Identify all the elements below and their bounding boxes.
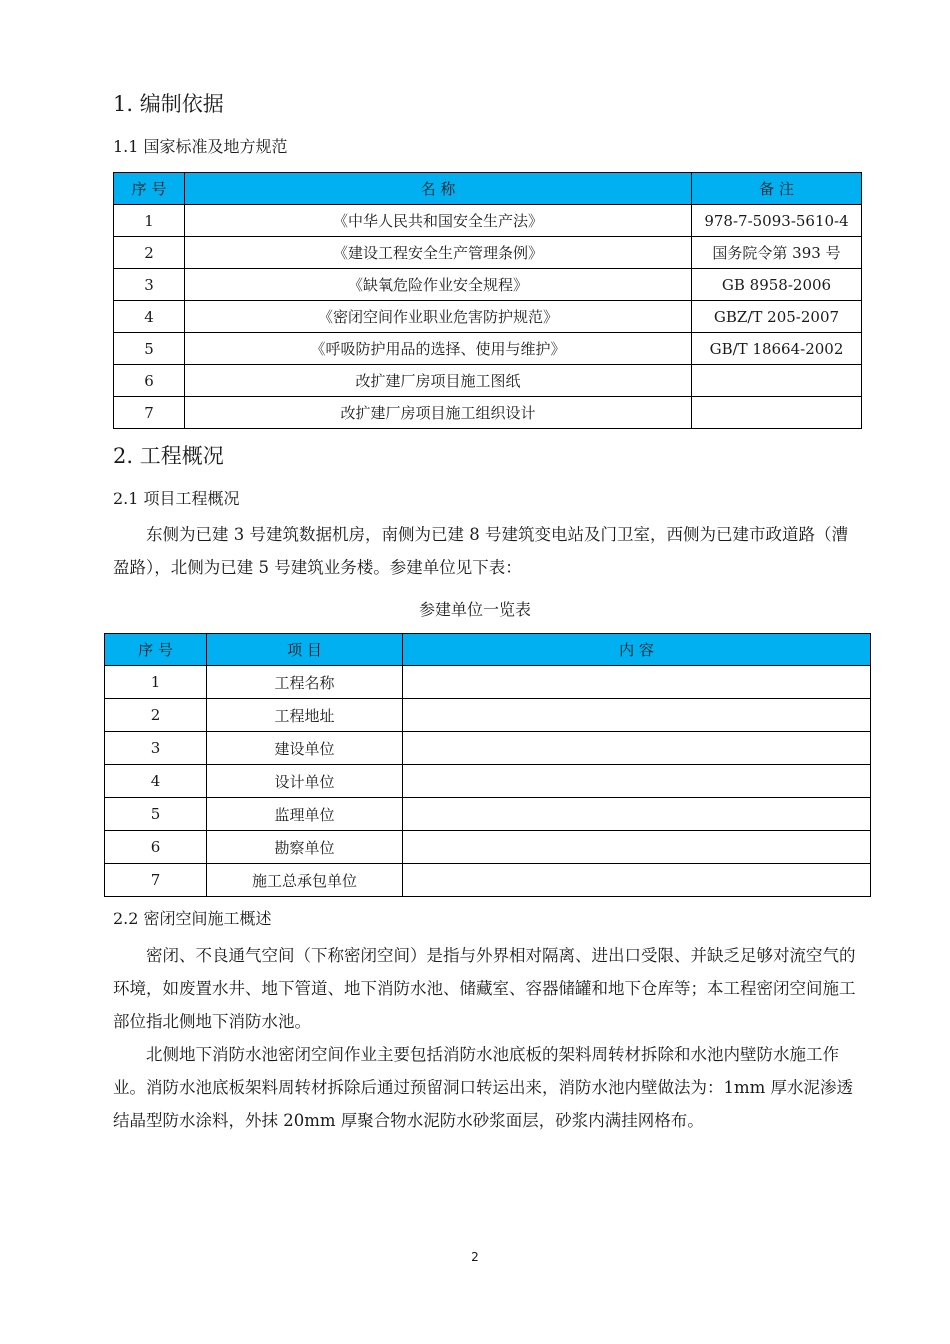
- table-row: [105, 765, 871, 798]
- table-cell: [403, 798, 871, 831]
- table-cell: 国务院令第 393 号: [692, 237, 862, 269]
- table-cell: 《呼吸防护用品的选择、使用与维护》: [185, 333, 692, 365]
- table-cell: 建设单位: [207, 732, 403, 765]
- table-cell: 4: [114, 301, 185, 333]
- table-cell: 4: [105, 765, 207, 798]
- table-header-cell: 序 号: [105, 634, 207, 666]
- section-1-1-heading: 1.1 国家标准及地方规范: [113, 137, 288, 156]
- table-header-cell: 备 注: [692, 173, 862, 205]
- table-cell: 6: [114, 365, 185, 397]
- table-cell: [403, 666, 871, 699]
- table-cell: 改扩建厂房项目施工图纸: [185, 365, 692, 397]
- table-row: [105, 732, 871, 765]
- table-cell: [403, 699, 871, 732]
- table-cell: 设计单位: [207, 765, 403, 798]
- table-header-cell: 项 目: [207, 634, 403, 666]
- table-cell: 7: [105, 864, 207, 897]
- section-2-2-heading: 2.2 密闭空间施工概述: [113, 909, 272, 928]
- table-cell: [403, 831, 871, 864]
- table-cell: 978-7-5093-5610-4: [692, 205, 862, 237]
- standards-table: [113, 172, 862, 429]
- table-row: [114, 301, 862, 333]
- table-cell: [692, 397, 862, 429]
- confined-space-text-2: 北侧地下消防水池密闭空间作业主要包括消防水池底板的架料周转材拆除和水池内壁防水施工作业。消防水池底板架料周转材拆除后通过预留洞口转运出来，消防水池内壁做法为：1mm 厚水泥渗透结晶型防水涂料，外抹 20mm 厚聚合物水泥防水砂浆面层，砂浆内满挂网格布。: [113, 1045, 854, 1130]
- overview-text: 东侧为已建 3 号建筑数据机房，南侧为已建 8 号建筑变电站及门卫室，西侧为已建市政道路（漕盈路），北侧为已建 5 号建筑业务楼。参建单位见下表：: [113, 525, 848, 577]
- table-cell: 2: [105, 699, 207, 732]
- confined-space-text-1: 密闭、不良通气空间（下称密闭空间）是指与外界相对隔离、进出口受限、并缺乏足够对流空气的环境，如废置水井、地下管道、地下消防水池、储藏室、容器储罐和地下仓库等；本工程密闭空间施工部位指北侧地下消防水池。: [113, 946, 856, 1031]
- table-cell: 1: [114, 205, 185, 237]
- table-row: [105, 831, 871, 864]
- participants-table-caption: 参建单位一览表: [418, 600, 531, 619]
- confined-space-paragraph-2: [113, 1038, 863, 1137]
- table-row: [105, 666, 871, 699]
- table-cell: 3: [114, 269, 185, 301]
- table-row: [105, 864, 871, 897]
- table-row: [114, 237, 862, 269]
- table-header-row: [105, 634, 871, 666]
- table-header-cell: 内 容: [403, 634, 871, 666]
- table-cell: GB/T 18664-2002: [692, 333, 862, 365]
- table-cell: 《缺氧危险作业安全规程》: [185, 269, 692, 301]
- table-cell: 7: [114, 397, 185, 429]
- table-cell: GBZ/T 205-2007: [692, 301, 862, 333]
- table-row: [114, 269, 862, 301]
- table-row: [105, 798, 871, 831]
- page-number: 2: [471, 1250, 479, 1264]
- section-2-heading: 2. 工程概况: [113, 444, 224, 468]
- table-header-cell: 序 号: [114, 173, 185, 205]
- table-cell: 5: [105, 798, 207, 831]
- table-cell: GB 8958-2006: [692, 269, 862, 301]
- table-row: [114, 205, 862, 237]
- table-cell: 1: [105, 666, 207, 699]
- table-cell: 监理单位: [207, 798, 403, 831]
- table-cell: [403, 864, 871, 897]
- table-cell: [403, 732, 871, 765]
- table-row: [114, 333, 862, 365]
- table-row: [105, 699, 871, 732]
- table-cell: 2: [114, 237, 185, 269]
- table-cell: 6: [105, 831, 207, 864]
- table-cell: 工程地址: [207, 699, 403, 732]
- table-header-row: [114, 173, 862, 205]
- table-cell: 《中华人民共和国安全生产法》: [185, 205, 692, 237]
- table-cell: 《建设工程安全生产管理条例》: [185, 237, 692, 269]
- table-cell: 改扩建厂房项目施工组织设计: [185, 397, 692, 429]
- section-1-heading: 1. 编制依据: [113, 92, 224, 116]
- table-cell: 工程名称: [207, 666, 403, 699]
- confined-space-paragraph-1: [113, 939, 863, 1038]
- table-row: [114, 397, 862, 429]
- table-cell: 施工总承包单位: [207, 864, 403, 897]
- table-cell: 3: [105, 732, 207, 765]
- participants-table: [104, 633, 871, 897]
- table-cell: 《密闭空间作业职业危害防护规范》: [185, 301, 692, 333]
- table-cell: [692, 365, 862, 397]
- table-header-cell: 名 称: [185, 173, 692, 205]
- table-cell: 勘察单位: [207, 831, 403, 864]
- table-cell: [403, 765, 871, 798]
- section-2-1-heading: 2.1 项目工程概况: [113, 489, 240, 508]
- table-cell: 5: [114, 333, 185, 365]
- overview-paragraph: [113, 518, 863, 584]
- table-row: [114, 365, 862, 397]
